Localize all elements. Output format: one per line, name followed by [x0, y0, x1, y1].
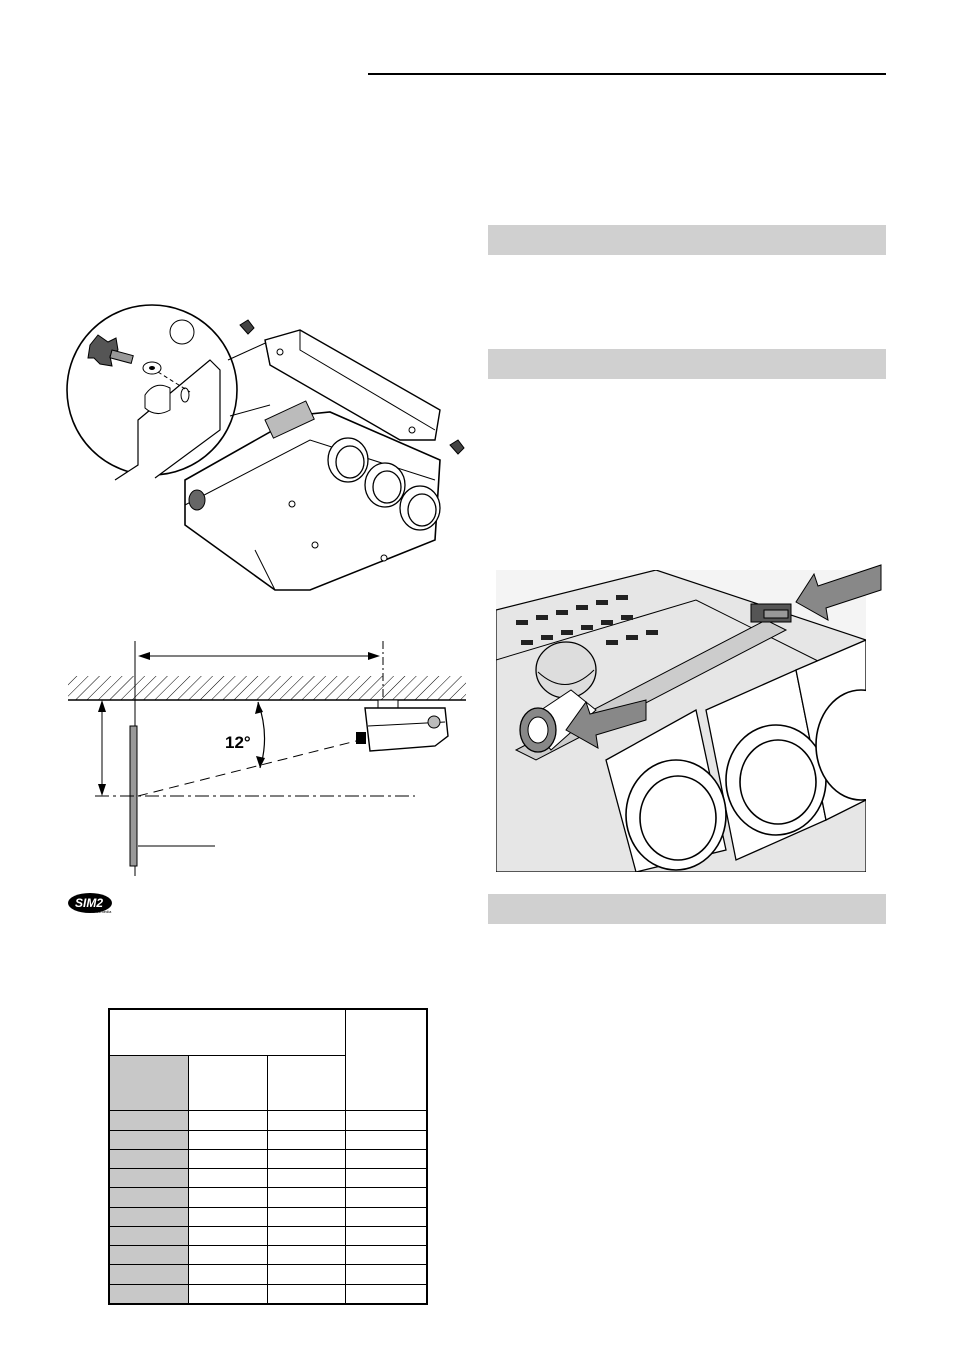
ceiling-slab: [68, 676, 466, 700]
table-row: [109, 1130, 427, 1149]
section-bar-3: [488, 894, 886, 924]
table-row: [109, 1188, 427, 1207]
table-header-right: [345, 1009, 427, 1111]
label-circle: [170, 320, 194, 344]
table-row: [109, 1207, 427, 1226]
section-bar-1: [488, 225, 886, 255]
table-header-group: [109, 1009, 345, 1055]
logo-sub: Multimedia: [92, 909, 112, 914]
section-bar-2: [488, 349, 886, 379]
table-row: [109, 1169, 427, 1188]
table-row: [109, 1246, 427, 1265]
lamp-replacement-figure: [496, 560, 886, 872]
ceiling-geometry-diagram: [60, 636, 480, 896]
angle-label: 12°: [225, 733, 251, 752]
table-row: [109, 1149, 427, 1168]
distance-table: [108, 1008, 428, 1305]
table-header-col2: [188, 1055, 267, 1111]
table-header-col1: [109, 1055, 188, 1111]
ceiling-mount-figure: [60, 300, 480, 600]
logo-brand: SIM2: [75, 896, 104, 910]
table-row: [109, 1265, 427, 1284]
table-row: [109, 1111, 427, 1130]
table-row: [109, 1284, 427, 1304]
table-row: [109, 1226, 427, 1245]
header-rule: [368, 73, 886, 75]
brand-logo: [66, 890, 124, 916]
table-header-col3: [267, 1055, 345, 1111]
